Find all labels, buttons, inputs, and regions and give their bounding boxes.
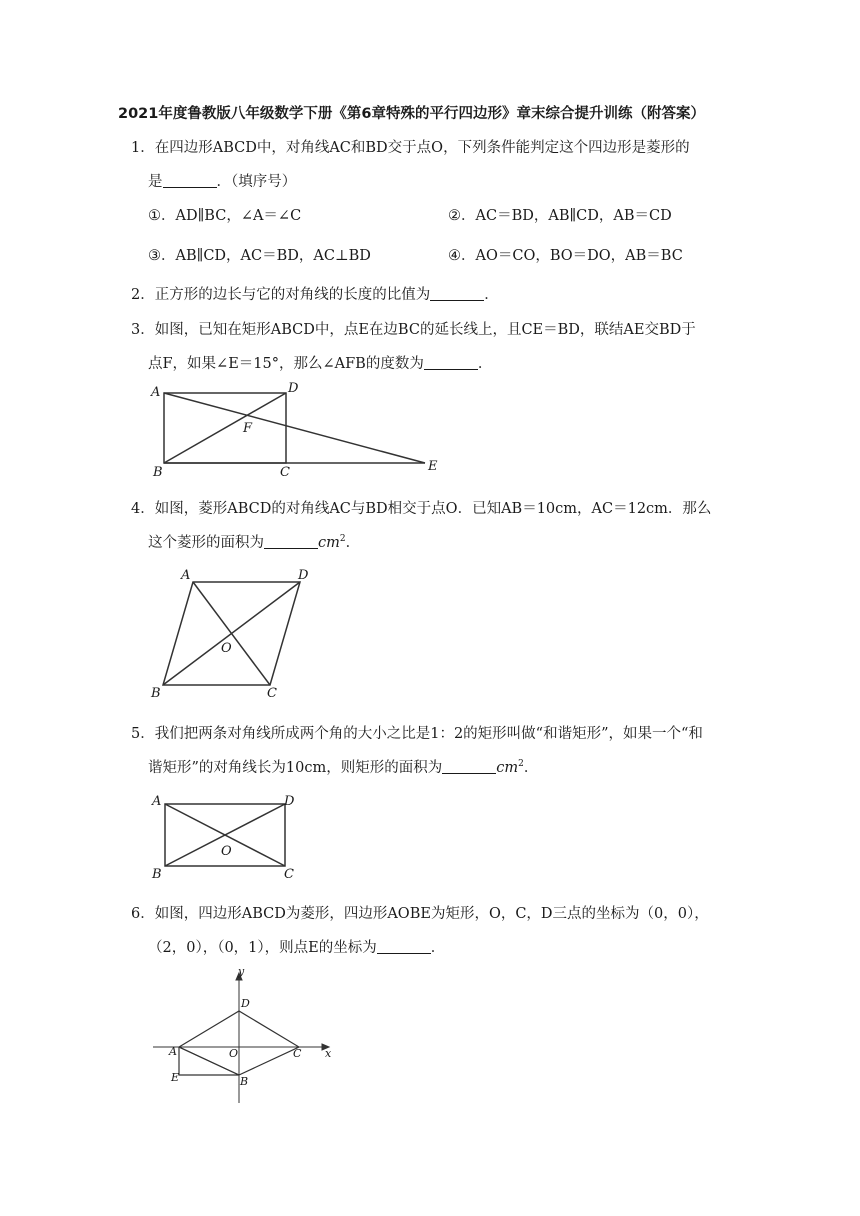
document-title: 2021年度鲁教版八年级数学下册《第6章特殊的平行四边形》章末综合提升训练（附答案） <box>118 106 705 122</box>
q3-label-d: D <box>288 381 299 396</box>
q6-line2-post: ． <box>430 940 446 956</box>
q6-label-e: E <box>171 1071 180 1084</box>
q4-label-c: C <box>267 686 277 700</box>
q5-unit-sup: 2 <box>518 759 524 770</box>
q2-post: ． <box>484 287 499 303</box>
q4-line2-post: ． <box>345 535 361 551</box>
q4-label-b: B <box>151 686 161 700</box>
q3-label-a: A <box>151 385 161 400</box>
q4-label-d: D <box>298 568 309 583</box>
q6-answer-blank <box>377 939 431 954</box>
q4-line2-pre: 这个菱形的面积为 <box>148 535 264 551</box>
q2-pre: 2．正方形的边长与它的对角线的长度的比值为 <box>131 287 431 303</box>
q1-option-3: ③．AB∥CD，AC＝BD，AC⊥BD <box>148 248 371 264</box>
q3-segment-bd <box>164 393 286 463</box>
q4-unit: cm <box>318 535 340 551</box>
q6-label-y: y <box>238 965 245 978</box>
q3-figure <box>140 378 450 478</box>
q3-line2-post: ． <box>477 356 493 372</box>
q6-label-a: A <box>169 1045 177 1058</box>
q5-answer-blank <box>442 759 496 774</box>
q5-label-c: C <box>284 867 294 882</box>
q1-option-2: ②．AC＝BD，AB∥CD，AB＝CD <box>448 208 672 224</box>
q3-label-e: E <box>428 459 438 474</box>
q2-line <box>131 283 499 304</box>
q4-diagonal-bd <box>163 582 300 685</box>
q6-label-b: B <box>240 1075 249 1088</box>
q5-label-d: D <box>284 794 295 809</box>
q5-line1: 5．我们把两条对角线所成两个角的大小之比是1：2的矩形叫做“和谐矩形”，如果一个“和 <box>131 726 703 742</box>
q4-figure <box>145 565 320 700</box>
q4-answer-blank <box>264 534 318 549</box>
q5-line2-pre: 谐矩形”的对角线长为10cm，则矩形的面积为 <box>148 760 443 776</box>
q3-label-c: C <box>280 465 290 478</box>
q1-answer-blank <box>163 173 217 188</box>
q5-label-a: A <box>152 794 162 809</box>
q3-line2-pre: 点F，如果∠E＝15°，那么∠AFB的度数为 <box>148 356 424 372</box>
q3-line1: 3．如图，已知在矩形ABCD中，点E在边BC的延长线上，且CE＝BD，联结AE交BD于 <box>131 322 696 338</box>
q6-label-x: x <box>325 1047 332 1060</box>
q3-label-f: F <box>243 421 253 436</box>
q6-label-c: C <box>293 1047 302 1060</box>
q6-line2-pre: （2，0），（0，1），则点E的坐标为 <box>148 940 377 956</box>
q3-line2 <box>148 352 492 373</box>
q4-unit-sup: 2 <box>339 534 346 545</box>
q5-label-o: O <box>221 844 232 859</box>
q6-line2 <box>148 936 445 957</box>
q3-segment-ae <box>164 393 425 463</box>
q1-line2-pre: 是 <box>148 174 163 190</box>
q4-label-o: O <box>221 641 232 656</box>
q5-line2 <box>148 756 538 777</box>
q1-line2-post: ．（填序号） <box>216 174 297 190</box>
q6-label-d: D <box>241 997 250 1010</box>
q4-line1: 4．如图，菱形ABCD的对角线AC与BD相交于点O．已知AB＝10cm，AC＝12cm．那么 <box>131 501 712 517</box>
q5-figure <box>145 790 305 885</box>
q1-option-1: ①．AD∥BC，∠A＝∠C <box>148 208 302 224</box>
q1-line2 <box>148 170 296 191</box>
q3-label-b: B <box>153 465 163 478</box>
q6-label-o: O <box>229 1047 239 1060</box>
q1-option-4: ④．AO＝CO，BO＝DO，AB＝BC <box>448 248 683 264</box>
q5-unit: cm <box>496 760 519 776</box>
q6-line1: 6．如图，四边形ABCD为菱形，四边形AOBE为矩形，O，C，D三点的坐标为（0，0）， <box>131 906 709 922</box>
q3-answer-blank <box>424 355 478 370</box>
q1-line1: 1．在四边形ABCD中，对角线AC和BD交于点O，下列条件能判定这个四边形是菱形的 <box>131 140 690 156</box>
q4-line2 <box>148 531 360 552</box>
q2-answer-blank <box>430 286 484 301</box>
q5-label-b: B <box>152 867 162 882</box>
q5-line2-post: ． <box>523 760 539 776</box>
q6-figure <box>145 965 345 1110</box>
q4-label-a: A <box>181 568 191 583</box>
